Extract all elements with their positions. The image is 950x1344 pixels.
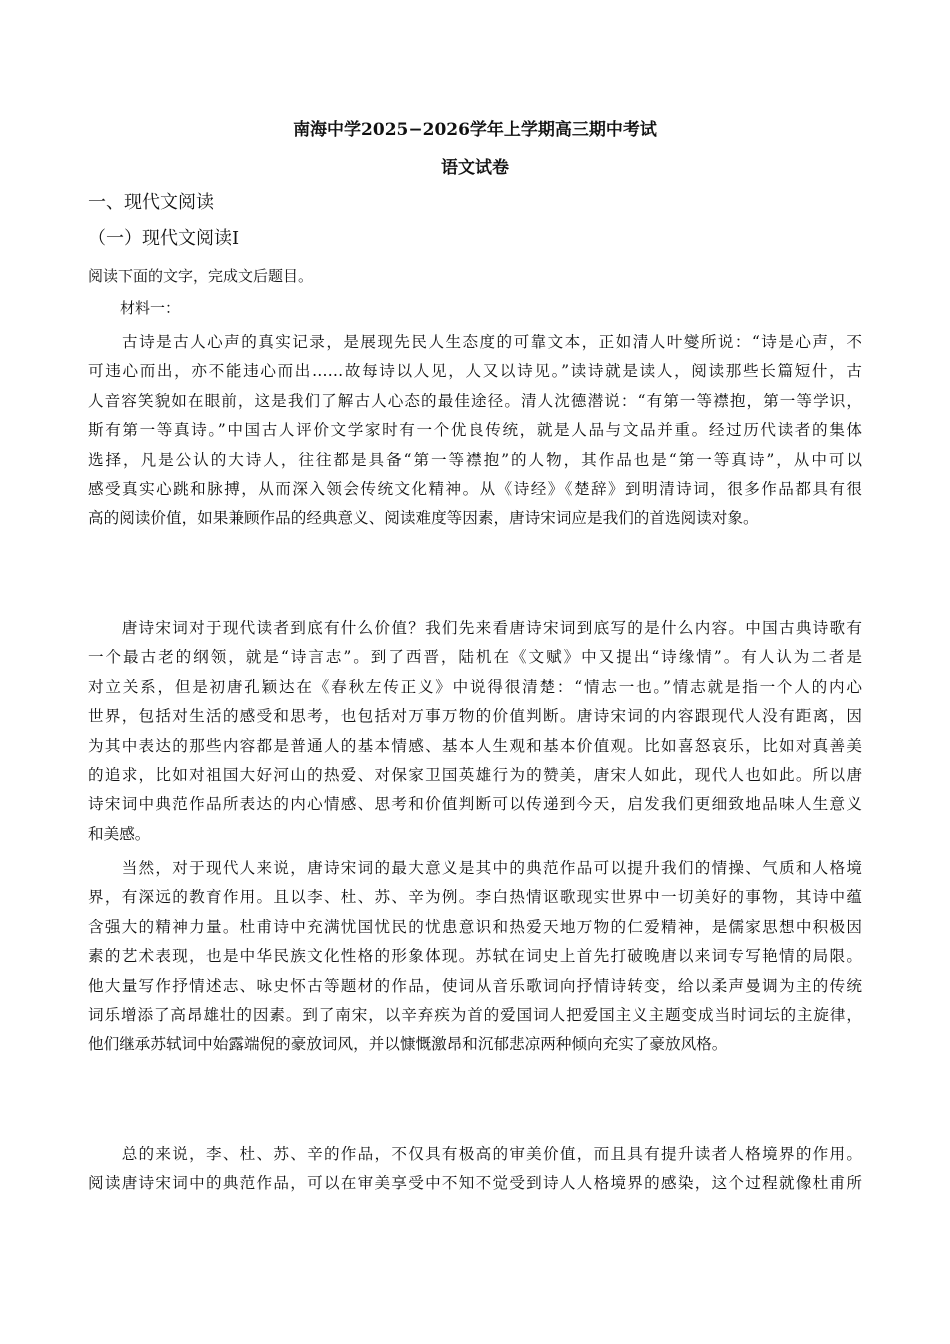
paragraph-line: 感受真实心跳和脉搏，从而深入领会传统文化精神。从《诗经》《楚辞》到明清诗词，很多作品都具有很 (88, 479, 862, 498)
section-subheading: （一）现代文阅读Ⅰ (88, 228, 240, 249)
paragraph-3 (88, 858, 862, 1064)
paragraph-line: 唐诗宋词对于现代读者到底有什么价值？我们先来看唐诗宋词到底写的是什么内容。中国古典诗歌有 (88, 619, 862, 637)
paragraph-line: 当然，对于现代人来说，唐诗宋词的最大意义是其中的典范作品可以提升我们的情操、气质和人格境 (88, 859, 862, 877)
paragraph-2 (88, 618, 862, 853)
paragraph-line: 阅读唐诗宋词中的典范作品，可以在审美享受中不知不觉受到诗人人格境界的感染，这个过程就像杜甫所 (88, 1174, 862, 1193)
paragraph-line: 诗宋词中典范作品所表达的内心情感、思考和价值判断可以传递到今天，启发我们更细致地品味人生意义 (88, 795, 862, 814)
paragraph-line: 他大量写作抒情述志、咏史怀古等题材的作品，使词从音乐歌词向抒情诗转变，给以柔声曼调为主的传统 (88, 976, 862, 995)
paragraph-4 (88, 1144, 862, 1203)
paragraph-line: 和美感。 (88, 824, 151, 843)
material-label: 材料一： (120, 299, 181, 317)
paragraph-line: 选择，凡是公认的大诗人，往往都是具备“第一等襟抱”的人物，其作品也是“第一等真诗”，从中可以 (88, 450, 862, 469)
paragraph-line: 总的来说，李、杜、苏、辛的作品，不仅具有极高的审美价值，而且具有提升读者人格境界的作用。 (88, 1145, 862, 1163)
paragraph-line: 对立关系，但是初唐孔颖达在《春秋左传正义》中说得很清楚：“情志一也。”情志就是指一个人的内心 (88, 677, 862, 696)
paragraph-line: 人音容笑貌如在眼前，这是我们了解古人心态的最佳途径。清人沈德潜说：“有第一等襟抱，第一等学识， (88, 391, 862, 410)
paragraph-line: 素的艺术表现，也是中华民族文化性格的形象体现。苏轼在词史上首先打破晚唐以来词专写艳情的局限。 (88, 947, 862, 966)
paragraph-line: 为其中表达的那些内容都是普通人的基本情感、基本人生观和基本价值观。比如喜怒哀乐，比如对真善美 (88, 736, 862, 755)
paragraph-line: 高的阅读价值，如果兼顾作品的经典意义、阅读难度等因素，唐诗宋词应是我们的首选阅读对象。 (88, 509, 759, 528)
paragraph-line: 界，有深远的教育作用。且以李、杜、苏、辛为例。李白热情讴歌现实世界中一切美好的事物，其诗中蕴 (88, 888, 862, 907)
paragraph-line: 斯有第一等真诗。”中国古人评价文学家时有一个优良传统，就是人品与文品并重。经过历代读者的集体 (88, 421, 862, 440)
paragraph-line: 一个最古老的纲领，就是“诗言志”。到了西晋，陆机在《文赋》中又提出“诗缘情”。有人认为二者是 (88, 648, 862, 667)
paragraph-line: 古诗是古人心声的真实记录，是展现先民人生态度的可靠文本，正如清人叶燮所说：“诗是心声，不 (88, 333, 862, 351)
reading-instruction: 阅读下面的文字，完成文后题目。 (88, 267, 314, 285)
section-heading: 一、现代文阅读 (88, 192, 214, 213)
paragraph-line: 的追求，比如对祖国大好河山的热爱、对保家卫国英雄行为的赞美，唐宋人如此，现代人也如此。所以唐 (88, 765, 862, 784)
paragraph-line: 可违心而出，亦不能违心而出……故每诗以人见，人又以诗见。”读诗就是读人，阅读那些长篇短什，古 (88, 362, 862, 381)
paragraph-line: 词乐增添了高昂雄壮的因素。到了南宋，以辛弃疾为首的爱国词人把爱国主义主题变成当时词坛的主旋律， (88, 1005, 862, 1024)
exam-title: 南海中学2025−2026学年上学期高三期中考试 (293, 120, 657, 140)
paragraph-line: 含强大的精神力量。杜甫诗中充满忧国忧民的忧患意识和热爱天地万物的仁爱精神，是儒家思想中积极因 (88, 917, 862, 936)
subject-title: 语文试卷 (441, 158, 509, 178)
paragraph-1 (88, 332, 862, 538)
paragraph-line: 他们继承苏轼词中始露端倪的豪放词风，并以慷慨激昂和沉郁悲凉两种倾向充实了豪放风格。 (88, 1035, 728, 1054)
paragraph-line: 世界，包括对生活的感受和思考，也包括对万事万物的价值判断。唐诗宋词的内容跟现代人没有距离，因 (88, 707, 862, 726)
